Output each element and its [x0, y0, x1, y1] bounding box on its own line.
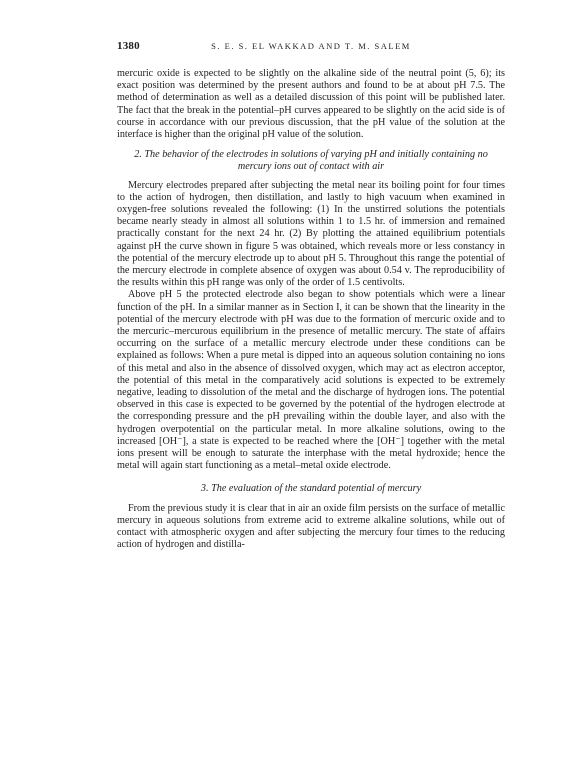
paragraph-continued: mercuric oxide is expected to be slightly on the alkaline side of the neutral point (5, 6); its exact position was determined by the present authors and found to be at about pH 7.5. The method of determination as well as a detailed discussion of this point will be published later. The fact that the break in the potential–pH curves appeared to be slightly on the acid side is of course in accordance with our previous discussion, that the pH value of the solution at the interface is higher than the original pH value of the solution. — [117, 68, 505, 141]
page-number: 1380 — [117, 40, 140, 52]
running-head: S. E. S. EL WAKKAD AND T. M. SALEM — [211, 41, 411, 51]
journal-page — [117, 40, 505, 552]
page-header — [117, 40, 505, 58]
paragraph-previous-study: From the previous study it is clear that in air an oxide film persists on the surface of metallic mercury in aqueous solutions from extreme acid to extreme alkaline solutions, while out of contact with atmospheric oxygen and after subjecting the mercury four times to the reducing action of hydrogen and distilla- — [117, 502, 505, 551]
paragraph-above-ph5: Above pH 5 the protected electrode also began to show potentials which were a linear function of the pH. In a similar manner as in Section I, it can be shown that the linearity in the potential of the mercury electrode with pH was due to the formation of mercuric oxide and to the mercuric–mercurous equilibrium in the presence of metallic mercury. The state of affairs occurring on the surface of a metallic mercury electrode under these conditions can be explained as follows: When a pure metal is dipped into an aqueous solution containing no ions of this metal and also in the absence of dissolved oxygen, which may act as electron acceptor, the potential of this metal in the comparatively acid solutions is expected to be extremely negative, leading to dissolution of the metal and the discharge of hydrogen ions. The potential observed in this case is expected to be governed by the potential of the hydrogen electrode at the corresponding pressure and the pH prevailing within the double layer, and also with the hydrogen overpotential on the particular metal. In more alkaline solutions, owing to the increased [OH⁻], a state is expected to be reached where the [OH⁻] together with the metal ions present will be enough to saturate the interphase with the metal hydroxide; hence the metal will again start functioning as a metal–metal oxide electrode. — [117, 289, 505, 472]
article-body — [117, 68, 505, 552]
section-heading-2: 2. The behavior of the electrodes in solutions of varying pH and initially containing no mercury ions out of contact with air — [134, 149, 488, 173]
section-heading-3: 3. The evaluation of the standard potential of mercury — [200, 482, 422, 494]
paragraph-mercury-electrodes: Mercury electrodes prepared after subjecting the metal near its boiling point for four times to the action of hydrogen, then distillation, and lastly to high vacuum when examined in oxygen-free solutions revealed the following: (1) In the unstirred solutions the potentials became nearly steady in almost all solutions within 1 to 1.5 hr. of immersion and remained practically constant for the next 24 hr. (2) By plotting the attained equilibrium potentials against pH the curve shown in figure 5 was obtained, which reveals more or less constancy in the potential of the mercury electrode up to about pH 5. Throughout this range the potential of the mercury electrode in complete absence of oxygen was about 0.54 v. The reproducibility of the results within this pH range was only of the order of 1.5 centivolts. — [117, 179, 505, 289]
